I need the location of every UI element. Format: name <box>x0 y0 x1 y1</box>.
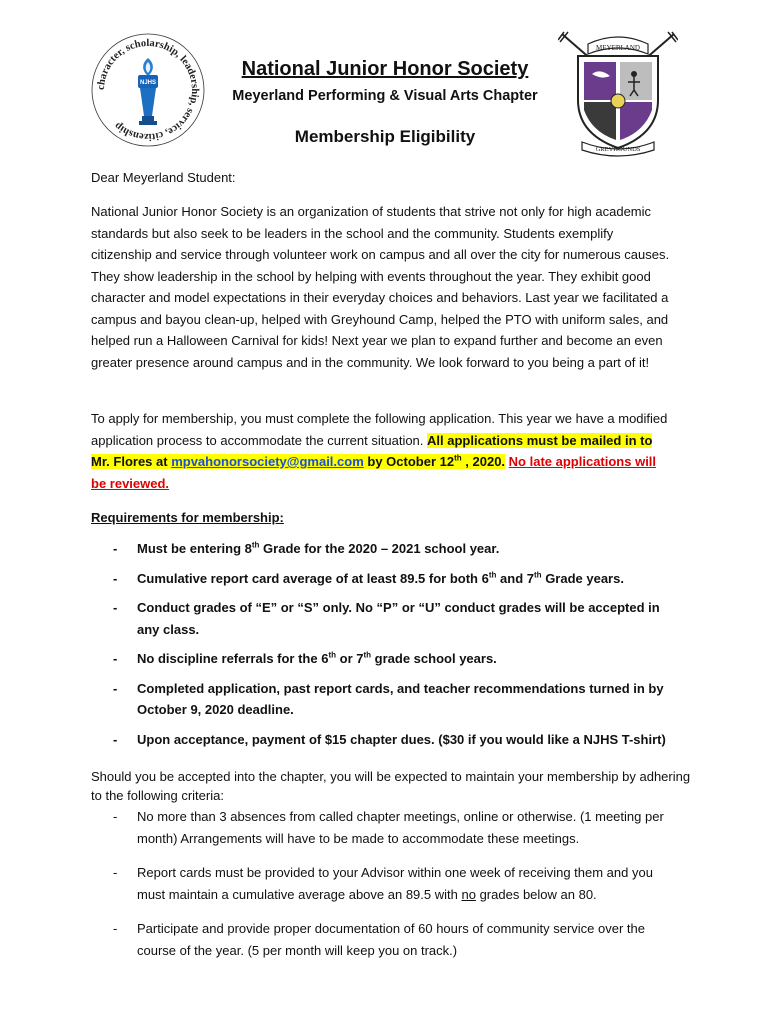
requirement-item: - No discipline referrals for the 6th or 7th grade school years. <box>113 650 497 666</box>
email-link[interactable]: mpvahonorsociety@gmail.com <box>171 454 364 469</box>
section-heading-membership-eligibility: Membership Eligibility <box>294 127 476 146</box>
chapter-subtitle: Meyerland Performing & Visual Arts Chapter <box>232 88 538 104</box>
seal-text: character, scholarship, leadership, service, citizenship <box>95 37 201 143</box>
requirements-heading: Requirements for membership: <box>91 510 284 525</box>
criteria-list <box>91 806 681 974</box>
criteria-item: - Participate and provide proper documentation of 60 hours of community service over the course of the year. (5 per month will keep you on track.) <box>113 921 645 958</box>
crest-bottom-banner: GREYHOUNDS <box>595 146 641 153</box>
svg-text:NJHS: NJHS <box>139 80 157 86</box>
intro-paragraph: National Junior Honor Society is an organization of students that strive not only for high academic standards but also seek to be leaders in the school and the community. Students exemplify citizenship and service through volunteer work on campus and all over the city for numerous causes. They show leadership in the school by helping with events throughout the year. They exhibit good character and model expectations in their everyday choices and behaviors. Last year we facilitated a campus and bayou clean-up, helped with Greyhound Camp, helped the PTO with uniform sales, and helped run a Halloween Carnival for kids! Next year we plan to expand further and become an even greater presence around campus and in the community. We look forward to you being a part of it! <box>91 204 670 370</box>
criteria-item: - No more than 3 absences from called chapter meetings, online or otherwise. (1 meeting per month) Arrangements will have to be made to accommodate these meetings. <box>113 809 664 846</box>
requirement-item: - Cumulative report card average of at least 89.5 for both 6th and 7th Grade years. <box>113 570 624 586</box>
greeting: Dear Meyerland Student: <box>91 170 236 185</box>
document-title: National Junior Honor Society <box>241 58 529 80</box>
criteria-item: - Report cards must be provided to your Advisor within one week of receiving them and you must maintain a cumulative average above an 89.5 with no grades below an 80. <box>113 865 653 902</box>
no-late-warning: No late applications will be reviewed. <box>91 454 657 491</box>
crest-top-banner: MEYERLAND <box>596 44 640 52</box>
application-deadline-highlight: All applications must be mailed in to Mr. Flores at mpvahonorsociety@gmail.com by October 12th , 2020. <box>91 432 653 469</box>
maintenance-paragraph: Should you be accepted into the chapter, you will be expected to maintain your membership by adhering to the following criteria: <box>91 769 691 803</box>
application-intro: To apply for membership, you must complete the following application. This year we have a modified application process to accommodate the current situation. <box>91 411 668 448</box>
application-paragraph <box>91 408 671 494</box>
requirement-item: - Completed application, past report cards, and teacher recommendations turned in by October 9, 2020 deadline. <box>113 680 664 717</box>
requirements-list <box>91 538 681 758</box>
requirement-item: - Upon acceptance, payment of $15 chapter dues. ($30 if you would like a NJHS T-shirt) <box>113 731 666 747</box>
requirement-item: - Conduct grades of “E” or “S” only. No “P” or “U” conduct grades will be accepted in any class. <box>113 600 660 637</box>
requirement-item: - Must be entering 8th Grade for the 2020 – 2021 school year. <box>113 540 500 556</box>
